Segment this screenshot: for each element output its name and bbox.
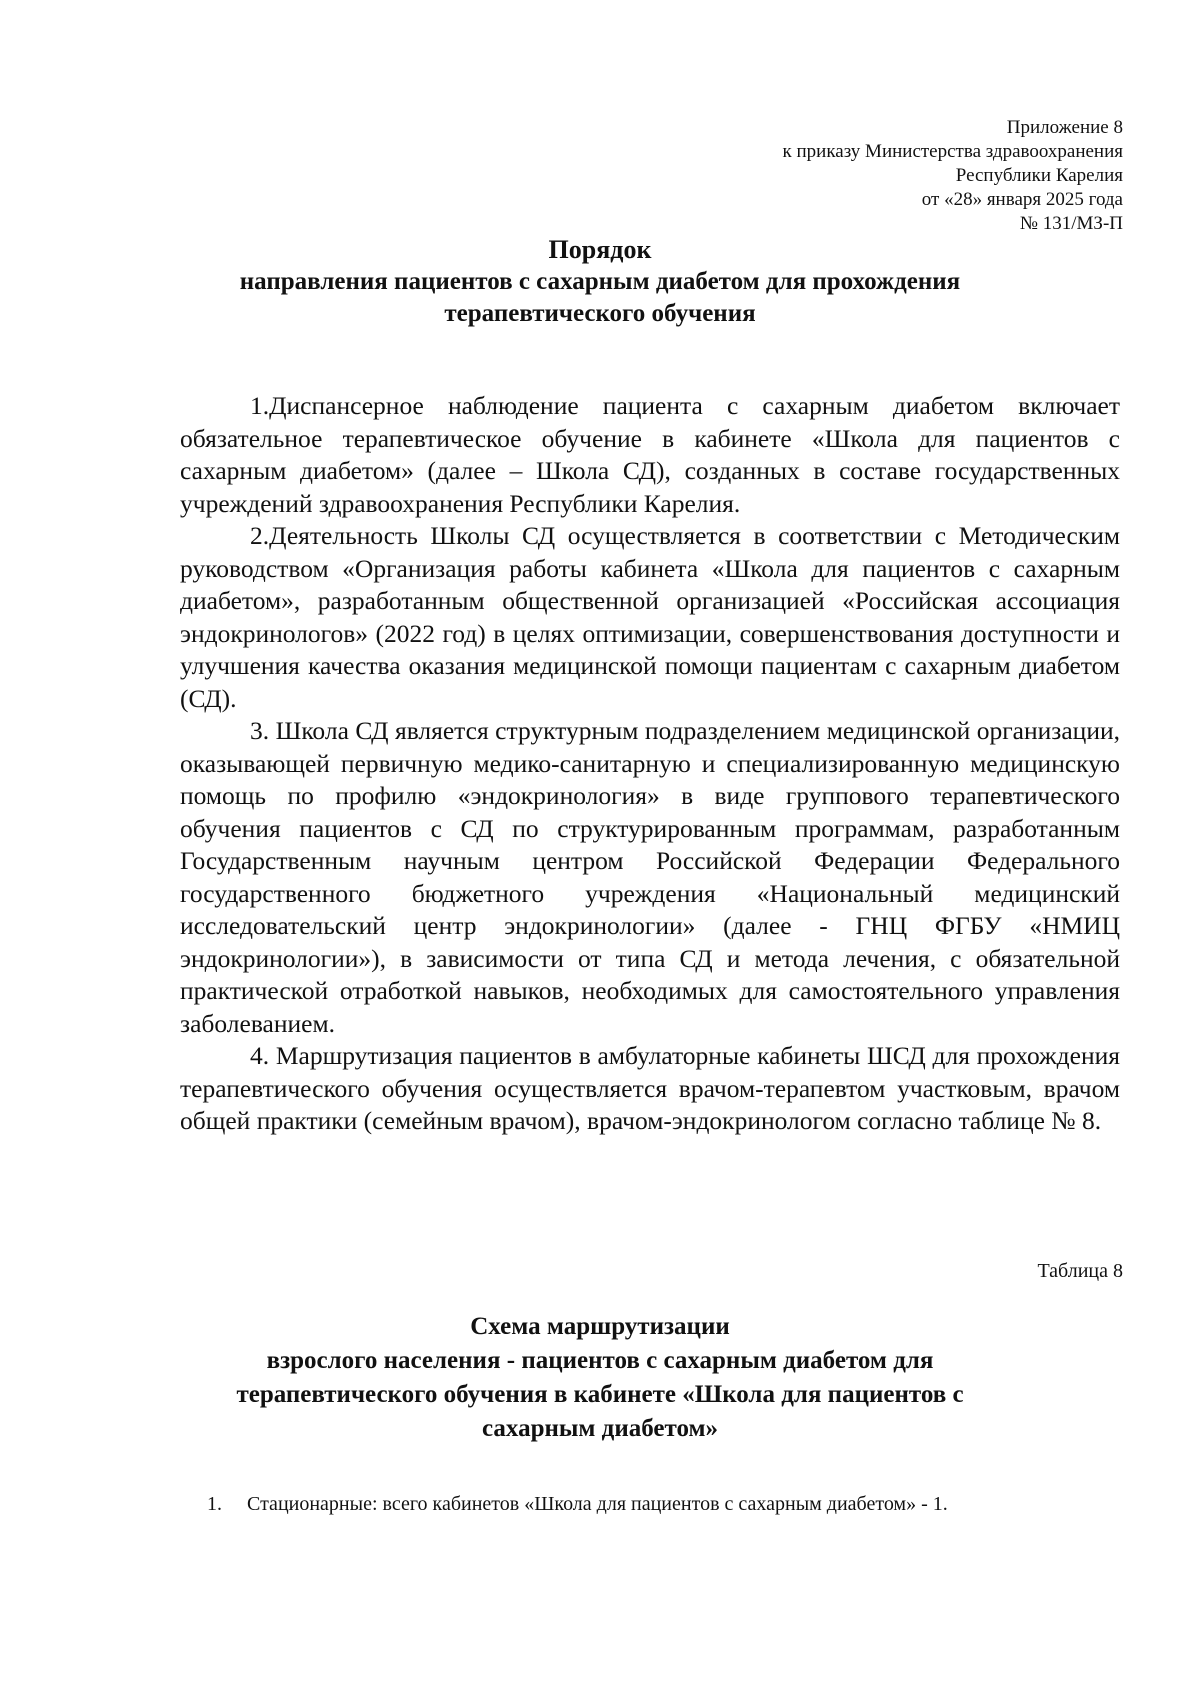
appendix-date: от «28» января 2025 года: [921, 189, 1123, 210]
scheme-title-line: терапевтического обучения в кабинете «Школа для пациентов с: [236, 1381, 964, 1408]
paragraph-3: 3. Школа СД является структурным подразделением медицинской организации, оказывающей первичную медико-санитарную и специализированную медицинскую помощь по профилю «эндокринология» в виде группового терапевтического обучения пациентов с СД по структурированным программам, разработанным Государственным научным центром Российской Федерации Федерального государственного бюджетного учреждения «Национальный медицинский исследовательский центр эндокринологии» (далее - ГНЦ ФГБУ «НМИЦ эндокринологии»), в зависимости от типа СД и метода лечения, с обязательной практической отработкой навыков, необходимых для самостоятельного управления заболеванием.: [180, 716, 1120, 1038]
appendix-line: Приложение 8: [1006, 117, 1123, 138]
title-heading: Порядок: [548, 235, 652, 264]
title-line: направления пациентов с сахарным диабетом для прохождения: [239, 268, 961, 295]
document-title: [0, 234, 1200, 330]
scheme-title-line: сахарным диабетом»: [482, 1415, 718, 1442]
appendix-number: № 131/МЗ-П: [1019, 213, 1123, 234]
appendix-header: [783, 116, 1124, 236]
scheme-title: [0, 1310, 1200, 1446]
list-item-number: 1.: [207, 1493, 222, 1515]
scheme-title-line: Схема маршрутизации: [470, 1313, 730, 1340]
table-label: Таблица 8: [1037, 1260, 1123, 1282]
document-body: [180, 390, 1120, 1138]
paragraph-1: 1.Диспансерное наблюдение пациента с сахарным диабетом включает обязательное терапевтическое обучение в кабинете «Школа для пациентов с сахарным диабетом» (далее – Школа СД), созданных в составе государственных учреждений здравоохранения Республики Карелия.: [180, 391, 1120, 518]
numbered-list: [207, 1493, 948, 1516]
list-item: [207, 1493, 948, 1516]
scheme-title-line: взрослого населения - пациентов с сахарным диабетом для: [266, 1347, 934, 1374]
list-item-text: Стационарные: всего кабинетов «Школа для пациентов с сахарным диабетом» - 1.: [247, 1493, 948, 1515]
appendix-line: Республики Карелия: [955, 165, 1123, 186]
paragraph-4: 4. Маршрутизация пациентов в амбулаторные кабинеты ШСД для прохождения терапевтического обучения осуществляется врачом-терапевтом участковым, врачом общей практики (семейным врачом), врачом-эндокринологом согласно таблице № 8.: [180, 1041, 1120, 1135]
title-line: терапевтического обучения: [444, 300, 756, 327]
paragraph-2: 2.Деятельность Школы СД осуществляется в соответствии с Методическим руководством «Организация работы кабинета «Школа для пациентов с сахарным диабетом», разработанным общественной организацией «Российская ассоциация эндокринологов» (2022 год) в целях оптимизации, совершенствования доступности и улучшения качества оказания медицинской помощи пациентам с сахарным диабетом (СД).: [180, 521, 1120, 713]
appendix-line: к приказу Министерства здравоохранения: [782, 141, 1123, 162]
